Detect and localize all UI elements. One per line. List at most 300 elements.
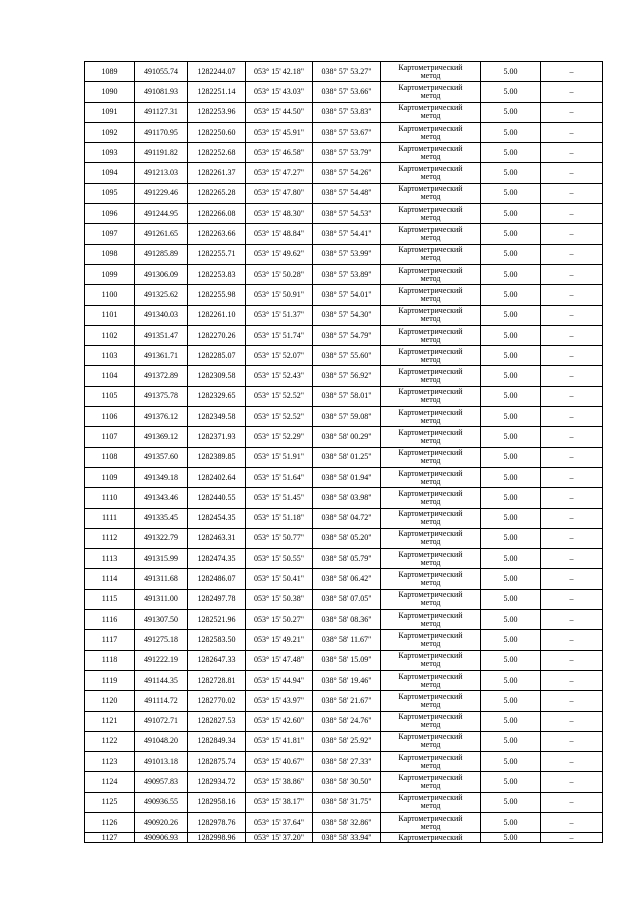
method-cell [381, 650, 481, 670]
longitude-cell: 038° 57' 54.26" [313, 163, 381, 183]
y-coordinate-cell: 1282255.71 [188, 244, 246, 264]
method-cell [381, 630, 481, 650]
x-coordinate-cell: 491229.46 [135, 183, 188, 203]
x-coordinate-cell: 491114.72 [135, 691, 188, 711]
x-coordinate-cell: 490957.83 [135, 772, 188, 792]
point-number-cell: 1122 [85, 731, 135, 751]
x-coordinate-cell: 491369.12 [135, 427, 188, 447]
method-line-1: Картометрический [398, 651, 463, 661]
method-line-2: метод [420, 415, 441, 425]
y-coordinate-cell: 1282285.07 [188, 346, 246, 366]
y-coordinate-cell: 1282978.76 [188, 812, 246, 832]
accuracy-cell: 5.00 [481, 792, 541, 812]
x-coordinate-cell: 490920.26 [135, 812, 188, 832]
latitude-cell: 053° 15' 44.94" [246, 670, 313, 690]
longitude-cell: 038° 58' 32.86" [313, 812, 381, 832]
method-line-2: метод [420, 517, 441, 527]
latitude-cell: 053° 15' 45.91" [246, 122, 313, 142]
x-coordinate-cell: 491285.89 [135, 244, 188, 264]
accuracy-cell: 5.00 [481, 589, 541, 609]
table-row [85, 427, 603, 447]
method-line-2: метод [420, 151, 441, 161]
latitude-cell: 053° 15' 51.91" [246, 447, 313, 467]
method-line-2: метод [420, 699, 441, 709]
table-row [85, 204, 603, 224]
latitude-cell: 053° 15' 48.84" [246, 224, 313, 244]
table-row [85, 589, 603, 609]
method-line-2: метод [420, 578, 441, 588]
method-line-2: метод [420, 496, 441, 506]
method-line-2: метод [420, 354, 441, 364]
accuracy-cell: 5.00 [481, 772, 541, 792]
method-line-2: метод [420, 476, 441, 486]
method-cell [381, 691, 481, 711]
latitude-cell: 053° 15' 46.58" [246, 143, 313, 163]
method-line-1: Картометрический [398, 367, 463, 377]
method-line-1: Картометрический [398, 488, 463, 498]
y-coordinate-cell: 1282349.58 [188, 407, 246, 427]
y-coordinate-cell: 1282251.14 [188, 82, 246, 102]
longitude-cell: 038° 57' 53.66" [313, 82, 381, 102]
method-cell [381, 224, 481, 244]
y-coordinate-cell: 1282647.33 [188, 650, 246, 670]
description-cell: – [541, 204, 603, 224]
description-cell: – [541, 792, 603, 812]
description-cell: – [541, 528, 603, 548]
accuracy-cell: 5.00 [481, 325, 541, 345]
method-line-1: Картометрический [398, 204, 463, 214]
accuracy-cell: 5.00 [481, 264, 541, 284]
point-number-cell: 1126 [85, 812, 135, 832]
longitude-cell: 038° 58' 05.79" [313, 549, 381, 569]
method-line-1: Картометрический [398, 691, 463, 701]
table-row [85, 670, 603, 690]
accuracy-cell: 5.00 [481, 610, 541, 630]
y-coordinate-cell: 1282958.16 [188, 792, 246, 812]
x-coordinate-cell: 491372.89 [135, 366, 188, 386]
method-line-2: метод [420, 679, 441, 689]
method-line-1: Картометрический [398, 630, 463, 640]
method-line-1: Картометрический [398, 671, 463, 681]
longitude-cell: 038° 57' 58.01" [313, 386, 381, 406]
longitude-cell: 038° 58' 19.46" [313, 670, 381, 690]
method-line-2: метод [420, 720, 441, 730]
x-coordinate-cell: 491127.31 [135, 102, 188, 122]
table-row [85, 447, 603, 467]
y-coordinate-cell: 1282329.65 [188, 386, 246, 406]
method-cell [381, 792, 481, 812]
point-number-cell: 1114 [85, 569, 135, 589]
method-line-2: метод [420, 334, 441, 344]
method-line-1: Картометрический [398, 570, 463, 580]
method-line-1: Картометрический [398, 285, 463, 295]
table-row [85, 691, 603, 711]
x-coordinate-cell: 491144.35 [135, 670, 188, 690]
description-cell: – [541, 163, 603, 183]
method-cell [381, 122, 481, 142]
longitude-cell: 038° 58' 01.94" [313, 467, 381, 487]
x-coordinate-cell: 491375.78 [135, 386, 188, 406]
longitude-cell: 038° 57' 53.79" [313, 143, 381, 163]
point-number-cell: 1115 [85, 589, 135, 609]
x-coordinate-cell: 491343.46 [135, 488, 188, 508]
y-coordinate-cell: 1282270.26 [188, 325, 246, 345]
latitude-cell: 053° 15' 52.29" [246, 427, 313, 447]
y-coordinate-cell: 1282265.28 [188, 183, 246, 203]
description-cell: – [541, 508, 603, 528]
description-cell: – [541, 670, 603, 690]
table-row [85, 467, 603, 487]
table-row [85, 549, 603, 569]
longitude-cell: 038° 58' 00.29" [313, 427, 381, 447]
accuracy-cell: 5.00 [481, 833, 541, 843]
point-number-cell: 1120 [85, 691, 135, 711]
point-number-cell: 1109 [85, 467, 135, 487]
latitude-cell: 053° 15' 43.97" [246, 691, 313, 711]
method-line-2: метод [420, 781, 441, 791]
method-cell [381, 62, 481, 82]
y-coordinate-cell: 1282253.83 [188, 264, 246, 284]
method-line-2: метод [420, 456, 441, 466]
latitude-cell: 053° 15' 51.45" [246, 488, 313, 508]
method-cell [381, 366, 481, 386]
y-coordinate-cell: 1282309.58 [188, 366, 246, 386]
method-cell [381, 427, 481, 447]
longitude-cell: 038° 57' 53.99" [313, 244, 381, 264]
method-line-1: Картометрический [398, 529, 463, 539]
description-cell: – [541, 812, 603, 832]
point-number-cell: 1101 [85, 305, 135, 325]
y-coordinate-cell: 1282486.07 [188, 569, 246, 589]
y-coordinate-cell: 1282849.34 [188, 731, 246, 751]
description-cell: – [541, 325, 603, 345]
method-cell [381, 549, 481, 569]
x-coordinate-cell: 491311.68 [135, 569, 188, 589]
x-coordinate-cell: 491275.18 [135, 630, 188, 650]
point-number-cell: 1112 [85, 528, 135, 548]
latitude-cell: 053° 15' 48.30" [246, 204, 313, 224]
table-row [85, 812, 603, 832]
y-coordinate-cell: 1282266.08 [188, 204, 246, 224]
method-cell [381, 488, 481, 508]
method-line-1: Картометрический [398, 265, 463, 275]
accuracy-cell: 5.00 [481, 305, 541, 325]
method-line-2: метод [420, 172, 441, 182]
method-cell [381, 143, 481, 163]
longitude-cell: 038° 57' 54.01" [313, 285, 381, 305]
latitude-cell: 053° 15' 49.62" [246, 244, 313, 264]
description-cell: – [541, 650, 603, 670]
x-coordinate-cell: 491244.95 [135, 204, 188, 224]
latitude-cell: 053° 15' 51.18" [246, 508, 313, 528]
description-cell: – [541, 285, 603, 305]
table-row [85, 346, 603, 366]
table-row [85, 752, 603, 772]
description-cell: – [541, 183, 603, 203]
method-line-2: метод [420, 111, 441, 121]
accuracy-cell: 5.00 [481, 711, 541, 731]
y-coordinate-cell: 1282252.68 [188, 143, 246, 163]
description-cell: – [541, 569, 603, 589]
x-coordinate-cell: 491170.95 [135, 122, 188, 142]
method-line-1: Картометрический [398, 448, 463, 458]
x-coordinate-cell: 491306.09 [135, 264, 188, 284]
point-number-cell: 1125 [85, 792, 135, 812]
latitude-cell: 053° 15' 42.18" [246, 62, 313, 82]
method-cell [381, 731, 481, 751]
latitude-cell: 053° 15' 51.74" [246, 325, 313, 345]
method-cell [381, 285, 481, 305]
accuracy-cell: 5.00 [481, 82, 541, 102]
y-coordinate-cell: 1282261.37 [188, 163, 246, 183]
longitude-cell: 038° 57' 56.92" [313, 366, 381, 386]
point-number-cell: 1118 [85, 650, 135, 670]
method-cell [381, 528, 481, 548]
longitude-cell: 038° 57' 59.08" [313, 407, 381, 427]
y-coordinate-cell: 1282770.02 [188, 691, 246, 711]
method-line-2: метод [420, 273, 441, 283]
method-cell [381, 610, 481, 630]
accuracy-cell: 5.00 [481, 752, 541, 772]
y-coordinate-cell: 1282389.85 [188, 447, 246, 467]
accuracy-cell: 5.00 [481, 812, 541, 832]
table-row [85, 305, 603, 325]
method-line-1: Картометрический [398, 610, 463, 620]
point-number-cell: 1093 [85, 143, 135, 163]
y-coordinate-cell: 1282250.60 [188, 122, 246, 142]
method-cell [381, 711, 481, 731]
method-cell [381, 407, 481, 427]
longitude-cell: 038° 58' 27.33" [313, 752, 381, 772]
method-line-1: Картометрический [398, 82, 463, 92]
longitude-cell: 038° 58' 21.67" [313, 691, 381, 711]
x-coordinate-cell: 491055.74 [135, 62, 188, 82]
y-coordinate-cell: 1282998.96 [188, 833, 246, 843]
method-line-1: Картометрический [398, 427, 463, 437]
description-cell: – [541, 427, 603, 447]
point-number-cell: 1116 [85, 610, 135, 630]
point-number-cell: 1124 [85, 772, 135, 792]
method-line-2: метод [420, 192, 441, 202]
description-cell: – [541, 102, 603, 122]
description-cell: – [541, 224, 603, 244]
description-cell: – [541, 264, 603, 284]
method-line-2: метод [420, 821, 441, 831]
accuracy-cell: 5.00 [481, 650, 541, 670]
latitude-cell: 053° 15' 49.21" [246, 630, 313, 650]
point-number-cell: 1100 [85, 285, 135, 305]
table-row [85, 792, 603, 812]
longitude-cell: 038° 58' 30.50" [313, 772, 381, 792]
description-cell: – [541, 630, 603, 650]
accuracy-cell: 5.00 [481, 549, 541, 569]
x-coordinate-cell: 490906.93 [135, 833, 188, 843]
method-line-1: Картометрический [398, 793, 463, 803]
longitude-cell: 038° 57' 55.60" [313, 346, 381, 366]
table-row [85, 650, 603, 670]
description-cell: – [541, 82, 603, 102]
table-body [85, 62, 603, 843]
accuracy-cell: 5.00 [481, 386, 541, 406]
method-cell [381, 589, 481, 609]
latitude-cell: 053° 15' 51.64" [246, 467, 313, 487]
latitude-cell: 053° 15' 52.43" [246, 366, 313, 386]
method-line-1: Картометрический [398, 143, 463, 153]
method-cell [381, 833, 481, 843]
y-coordinate-cell: 1282255.98 [188, 285, 246, 305]
y-coordinate-cell: 1282583.50 [188, 630, 246, 650]
latitude-cell: 053° 15' 38.86" [246, 772, 313, 792]
accuracy-cell: 5.00 [481, 224, 541, 244]
method-line-1: Картометрический [398, 326, 463, 336]
method-line-1: Картометрический [398, 184, 463, 194]
method-cell [381, 204, 481, 224]
method-line-1: Картометрический [398, 164, 463, 174]
point-number-cell: 1099 [85, 264, 135, 284]
point-number-cell: 1119 [85, 670, 135, 690]
x-coordinate-cell: 491349.18 [135, 467, 188, 487]
point-number-cell: 1121 [85, 711, 135, 731]
method-line-2: метод [420, 740, 441, 750]
longitude-cell: 038° 57' 54.53" [313, 204, 381, 224]
latitude-cell: 053° 15' 47.27" [246, 163, 313, 183]
method-line-2: метод [420, 760, 441, 770]
longitude-cell: 038° 57' 53.27" [313, 62, 381, 82]
point-number-cell: 1096 [85, 204, 135, 224]
method-cell [381, 82, 481, 102]
accuracy-cell: 5.00 [481, 427, 541, 447]
method-line-2: метод [420, 638, 441, 648]
accuracy-cell: 5.00 [481, 467, 541, 487]
x-coordinate-cell: 490936.55 [135, 792, 188, 812]
method-line-1: Картометрический [398, 123, 463, 133]
y-coordinate-cell: 1282934.72 [188, 772, 246, 792]
y-coordinate-cell: 1282440.55 [188, 488, 246, 508]
longitude-cell: 038° 58' 33.94" [313, 833, 381, 843]
longitude-cell: 038° 58' 05.20" [313, 528, 381, 548]
description-cell: – [541, 447, 603, 467]
table-row [85, 183, 603, 203]
point-number-cell: 1094 [85, 163, 135, 183]
y-coordinate-cell: 1282474.35 [188, 549, 246, 569]
table-row [85, 163, 603, 183]
table-row [85, 285, 603, 305]
y-coordinate-cell: 1282244.07 [188, 62, 246, 82]
latitude-cell: 053° 15' 50.55" [246, 549, 313, 569]
longitude-cell: 038° 57' 54.79" [313, 325, 381, 345]
table-row [85, 122, 603, 142]
method-line-2: метод [420, 233, 441, 243]
method-line-1: Картометрический [398, 468, 463, 478]
point-number-cell: 1117 [85, 630, 135, 650]
point-number-cell: 1097 [85, 224, 135, 244]
point-number-cell: 1113 [85, 549, 135, 569]
method-line-2: метод [420, 618, 441, 628]
latitude-cell: 053° 15' 50.41" [246, 569, 313, 589]
y-coordinate-cell: 1282521.96 [188, 610, 246, 630]
longitude-cell: 038° 58' 25.92" [313, 731, 381, 751]
table-row [85, 569, 603, 589]
x-coordinate-cell: 491351.47 [135, 325, 188, 345]
x-coordinate-cell: 491213.03 [135, 163, 188, 183]
point-number-cell: 1127 [85, 833, 135, 843]
table-row [85, 264, 603, 284]
coordinates-table [84, 61, 603, 843]
x-coordinate-cell: 491357.60 [135, 447, 188, 467]
point-number-cell: 1103 [85, 346, 135, 366]
latitude-cell: 053° 15' 47.48" [246, 650, 313, 670]
description-cell: – [541, 143, 603, 163]
longitude-cell: 038° 58' 08.36" [313, 610, 381, 630]
y-coordinate-cell: 1282253.96 [188, 102, 246, 122]
y-coordinate-cell: 1282827.53 [188, 711, 246, 731]
point-number-cell: 1105 [85, 386, 135, 406]
accuracy-cell: 5.00 [481, 183, 541, 203]
accuracy-cell: 5.00 [481, 102, 541, 122]
method-cell [381, 244, 481, 264]
point-number-cell: 1111 [85, 508, 135, 528]
y-coordinate-cell: 1282402.64 [188, 467, 246, 487]
x-coordinate-cell: 491307.50 [135, 610, 188, 630]
y-coordinate-cell: 1282454.35 [188, 508, 246, 528]
x-coordinate-cell: 491311.00 [135, 589, 188, 609]
table-row [85, 508, 603, 528]
table-row [85, 772, 603, 792]
longitude-cell: 038° 57' 54.48" [313, 183, 381, 203]
accuracy-cell: 5.00 [481, 569, 541, 589]
method-line-2: метод [420, 537, 441, 547]
accuracy-cell: 5.00 [481, 366, 541, 386]
method-line-2: метод [420, 131, 441, 141]
longitude-cell: 038° 57' 53.89" [313, 264, 381, 284]
table-row [85, 407, 603, 427]
table-row [85, 244, 603, 264]
accuracy-cell: 5.00 [481, 488, 541, 508]
method-cell [381, 670, 481, 690]
x-coordinate-cell: 491048.20 [135, 731, 188, 751]
longitude-cell: 038° 58' 07.05" [313, 589, 381, 609]
method-line-2: метод [420, 395, 441, 405]
method-line-2: метод [420, 659, 441, 669]
method-line-2: метод [420, 212, 441, 222]
x-coordinate-cell: 491222.19 [135, 650, 188, 670]
longitude-cell: 038° 58' 24.76" [313, 711, 381, 731]
table-row [85, 62, 603, 82]
x-coordinate-cell: 491335.45 [135, 508, 188, 528]
method-line-1: Картометрический [398, 509, 463, 519]
method-cell [381, 346, 481, 366]
latitude-cell: 053° 15' 44.50" [246, 102, 313, 122]
description-cell: – [541, 62, 603, 82]
method-cell [381, 163, 481, 183]
description-cell: – [541, 407, 603, 427]
description-cell: – [541, 772, 603, 792]
y-coordinate-cell: 1282371.93 [188, 427, 246, 447]
accuracy-cell: 5.00 [481, 163, 541, 183]
method-line-2: метод [420, 70, 441, 80]
point-number-cell: 1106 [85, 407, 135, 427]
point-number-cell: 1090 [85, 82, 135, 102]
accuracy-cell: 5.00 [481, 731, 541, 751]
accuracy-cell: 5.00 [481, 691, 541, 711]
method-line-1: Картометрический [398, 245, 463, 255]
accuracy-cell: 5.00 [481, 285, 541, 305]
method-line-2: метод [420, 435, 441, 445]
latitude-cell: 053° 15' 52.52" [246, 386, 313, 406]
description-cell: – [541, 549, 603, 569]
method-line-1: Картометрический [398, 732, 463, 742]
accuracy-cell: 5.00 [481, 143, 541, 163]
